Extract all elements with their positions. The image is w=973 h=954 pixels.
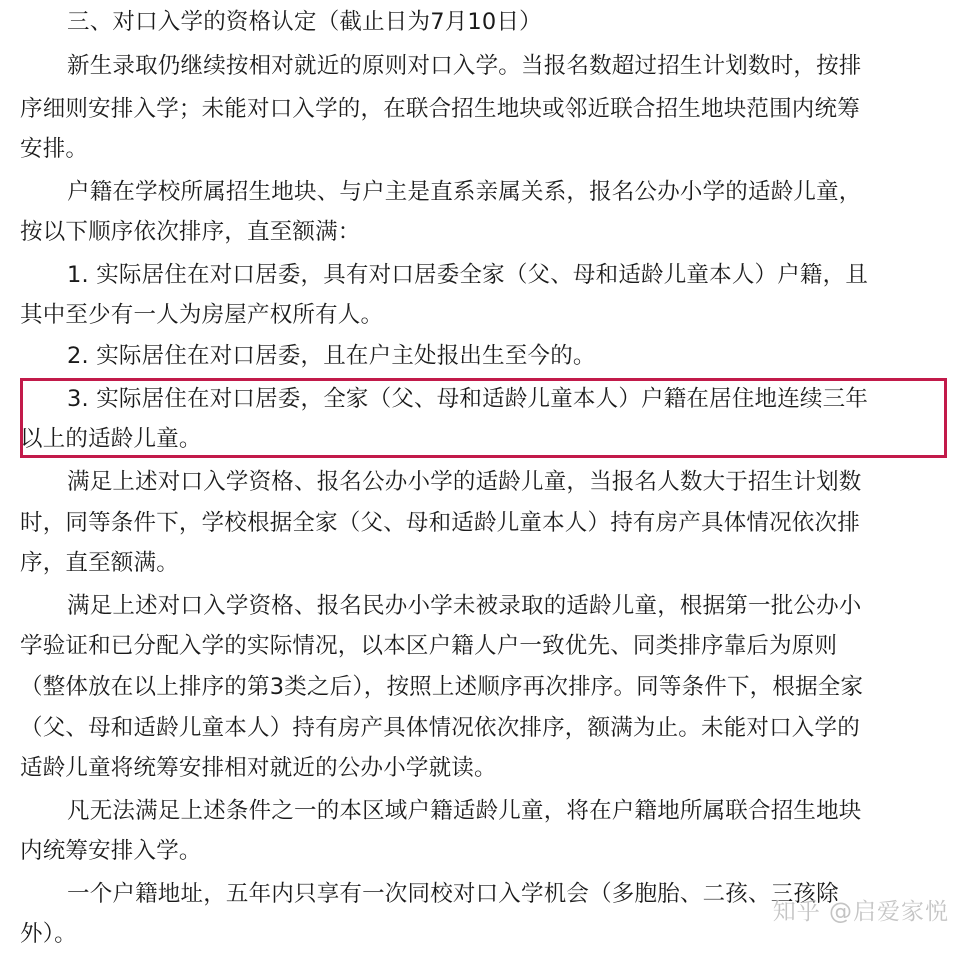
paragraph-line: （整体放在以上排序的第3类之后），按照上述顺序再次排序。同等条件下，根据全家 (20, 674, 864, 700)
section-heading: 三、对口入学的资格认定（截止日为7月10日） (67, 9, 542, 35)
paragraph-line: 序细则安排入学；未能对口入学的，在联合招生地块或邻近联合招生地块范围内统筹 (20, 96, 860, 122)
list-item-1-line: 1. 实际居住在对口居委，具有对口居委全家（父、母和适龄儿童本人）户籍，且 (67, 262, 869, 288)
paragraph-line: 适龄儿童将统筹安排相对就近的公办小学就读。 (20, 755, 497, 781)
paragraph-line: 户籍在学校所属招生地块、与户主是直系亲属关系，报名公办小学的适龄儿童， (67, 179, 862, 205)
paragraph-line: 凡无法满足上述条件之一的本区域户籍适龄儿童，将在户籍地所属联合招生地块 (67, 798, 862, 824)
paragraph-line: 一个户籍地址，五年内只享有一次同校对口入学机会（多胞胎、二孩、三孩除 (67, 881, 839, 907)
list-item-3-line: 3. 实际居住在对口居委，全家（父、母和适龄儿童本人）户籍在居住地连续三年 (67, 386, 869, 412)
paragraph-line: 满足上述对口入学资格、报名公办小学的适龄儿童，当报名人数大于招生计划数 (67, 469, 862, 495)
list-item-2: 2. 实际居住在对口居委，且在户主处报出生至今的。 (67, 343, 596, 369)
paragraph-line: 序，直至额满。 (20, 550, 179, 576)
paragraph-line: 新生录取仍继续按相对就近的原则对口入学。当报名数超过招生计划数时，按排 (67, 53, 862, 79)
list-item-3-line: 以上的适龄儿童。 (20, 426, 202, 452)
paragraph-line: 满足上述对口入学资格、报名民办小学未被录取的适龄儿童，根据第一批公办小 (67, 593, 862, 619)
paragraph-line: 内统筹安排入学。 (20, 838, 202, 864)
paragraph-line: 时，同等条件下，学校根据全家（父、母和适龄儿童本人）持有房产具体情况依次排 (20, 510, 860, 536)
paragraph-line: 外）。 (20, 921, 77, 947)
list-item-1-line: 其中至少有一人为房屋产权所有人。 (20, 302, 384, 328)
watermark: 知乎 @启爱家悦 (772, 899, 949, 925)
paragraph-line: 安排。 (20, 136, 89, 162)
paragraph-line: （父、母和适龄儿童本人）持有房产具体情况依次排序，额满为止。未能对口入学的 (20, 715, 860, 741)
paragraph-line: 按以下顺序依次排序，直至额满： (20, 219, 361, 245)
paragraph-line: 学验证和已分配入学的实际情况，以本区户籍人户一致优先、同类排序靠后为原则 (20, 633, 838, 659)
